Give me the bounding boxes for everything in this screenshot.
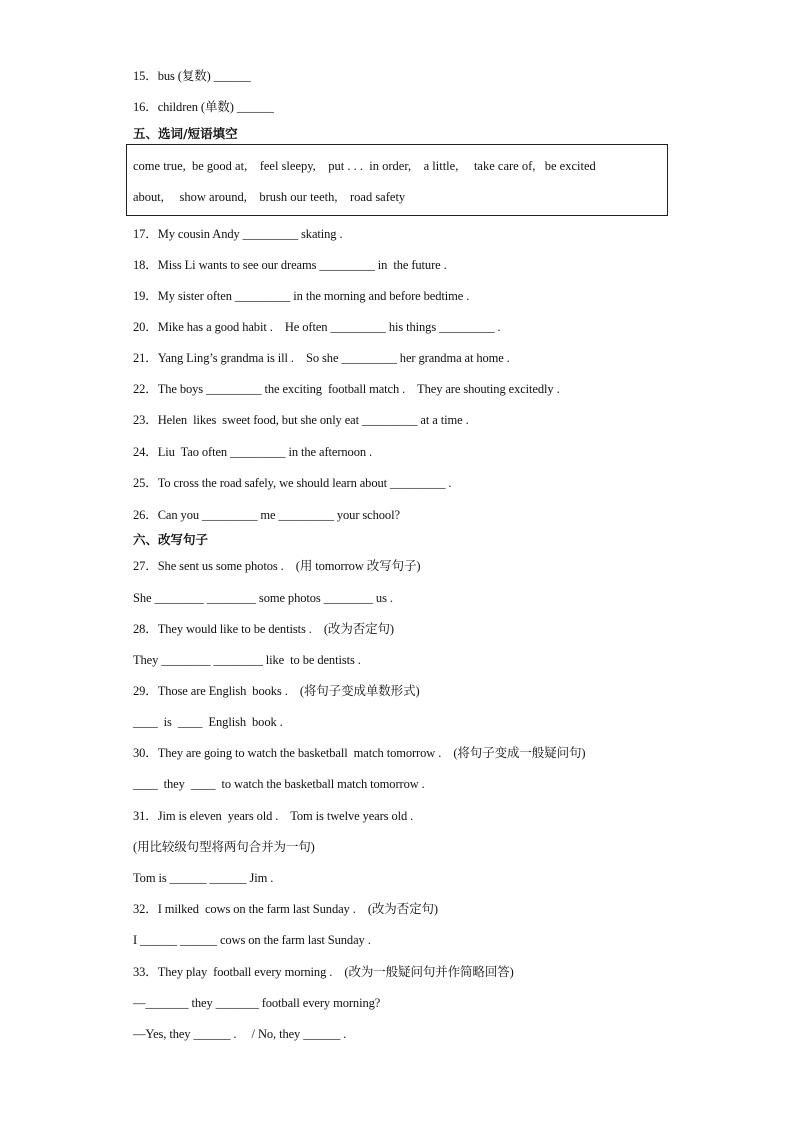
- question-33-answer-1: —_______ they _______ football every morning?: [133, 996, 381, 1010]
- question-24: 24．Liu Tao often _________ in the afternoon .: [133, 445, 373, 459]
- question-15: 15．bus (复数) ______: [133, 69, 251, 83]
- question-33-answer-2: —Yes, they ______ . / No, they ______ .: [133, 1027, 347, 1041]
- question-28: 28．They would like to be dentists . (改为否定句): [133, 622, 394, 636]
- question-18: 18．Miss Li wants to see our dreams _________ in the future .: [133, 258, 447, 272]
- question-27-answer: She ________ ________ some photos ________ us .: [133, 591, 393, 605]
- question-33: 33．They play football every morning . (改为一般疑问句并作简略回答): [133, 965, 514, 979]
- section-6-title: 六、改写句子: [133, 532, 209, 547]
- section-5-title: 五、选词/短语填空: [133, 126, 238, 141]
- question-22: 22．The boys _________ the exciting football match . They are shouting excitedly .: [133, 382, 560, 396]
- question-20: 20．Mike has a good habit . He often _________ his things _________ .: [133, 320, 501, 334]
- word-bank-line-1: come true, be good at, feel sleepy, put . . . in order, a little, take care of, be excited: [133, 159, 596, 173]
- question-17: 17．My cousin Andy _________ skating .: [133, 227, 343, 241]
- question-31-answer: Tom is ______ ______ Jim .: [133, 871, 274, 885]
- question-30: 30．They are going to watch the basketball match tomorrow . (将句子变成一般疑问句): [133, 746, 586, 760]
- question-25: 25．To cross the road safely, we should learn about _________ .: [133, 476, 452, 490]
- question-26: 26．Can you _________ me _________ your school?: [133, 508, 400, 522]
- question-30-answer: ____ they ____ to watch the basketball match tomorrow .: [133, 777, 425, 791]
- question-21: 21．Yang Ling’s grandma is ill . So she _________ her grandma at home .: [133, 351, 510, 365]
- question-31-instruction: (用比较级句型将两句合并为一句): [133, 840, 315, 854]
- word-bank-box: [126, 144, 668, 216]
- question-29: 29．Those are English books . (将句子变成单数形式): [133, 684, 420, 698]
- question-19: 19．My sister often _________ in the morning and before bedtime .: [133, 289, 470, 303]
- question-31: 31．Jim is eleven years old . Tom is twelve years old .: [133, 809, 414, 823]
- question-29-answer: ____ is ____ English book .: [133, 715, 283, 729]
- question-27: 27．She sent us some photos . (用 tomorrow 改写句子): [133, 559, 421, 573]
- question-28-answer: They ________ ________ like to be dentists .: [133, 653, 361, 667]
- question-32-answer: I ______ ______ cows on the farm last Sunday .: [133, 933, 371, 947]
- question-32: 32．I milked cows on the farm last Sunday . (改为否定句): [133, 902, 438, 916]
- question-23: 23．Helen likes sweet food, but she only eat _________ at a time .: [133, 413, 469, 427]
- question-16: 16．children (单数) ______: [133, 100, 274, 114]
- word-bank-line-2: about, show around, brush our teeth, road safety: [133, 190, 406, 204]
